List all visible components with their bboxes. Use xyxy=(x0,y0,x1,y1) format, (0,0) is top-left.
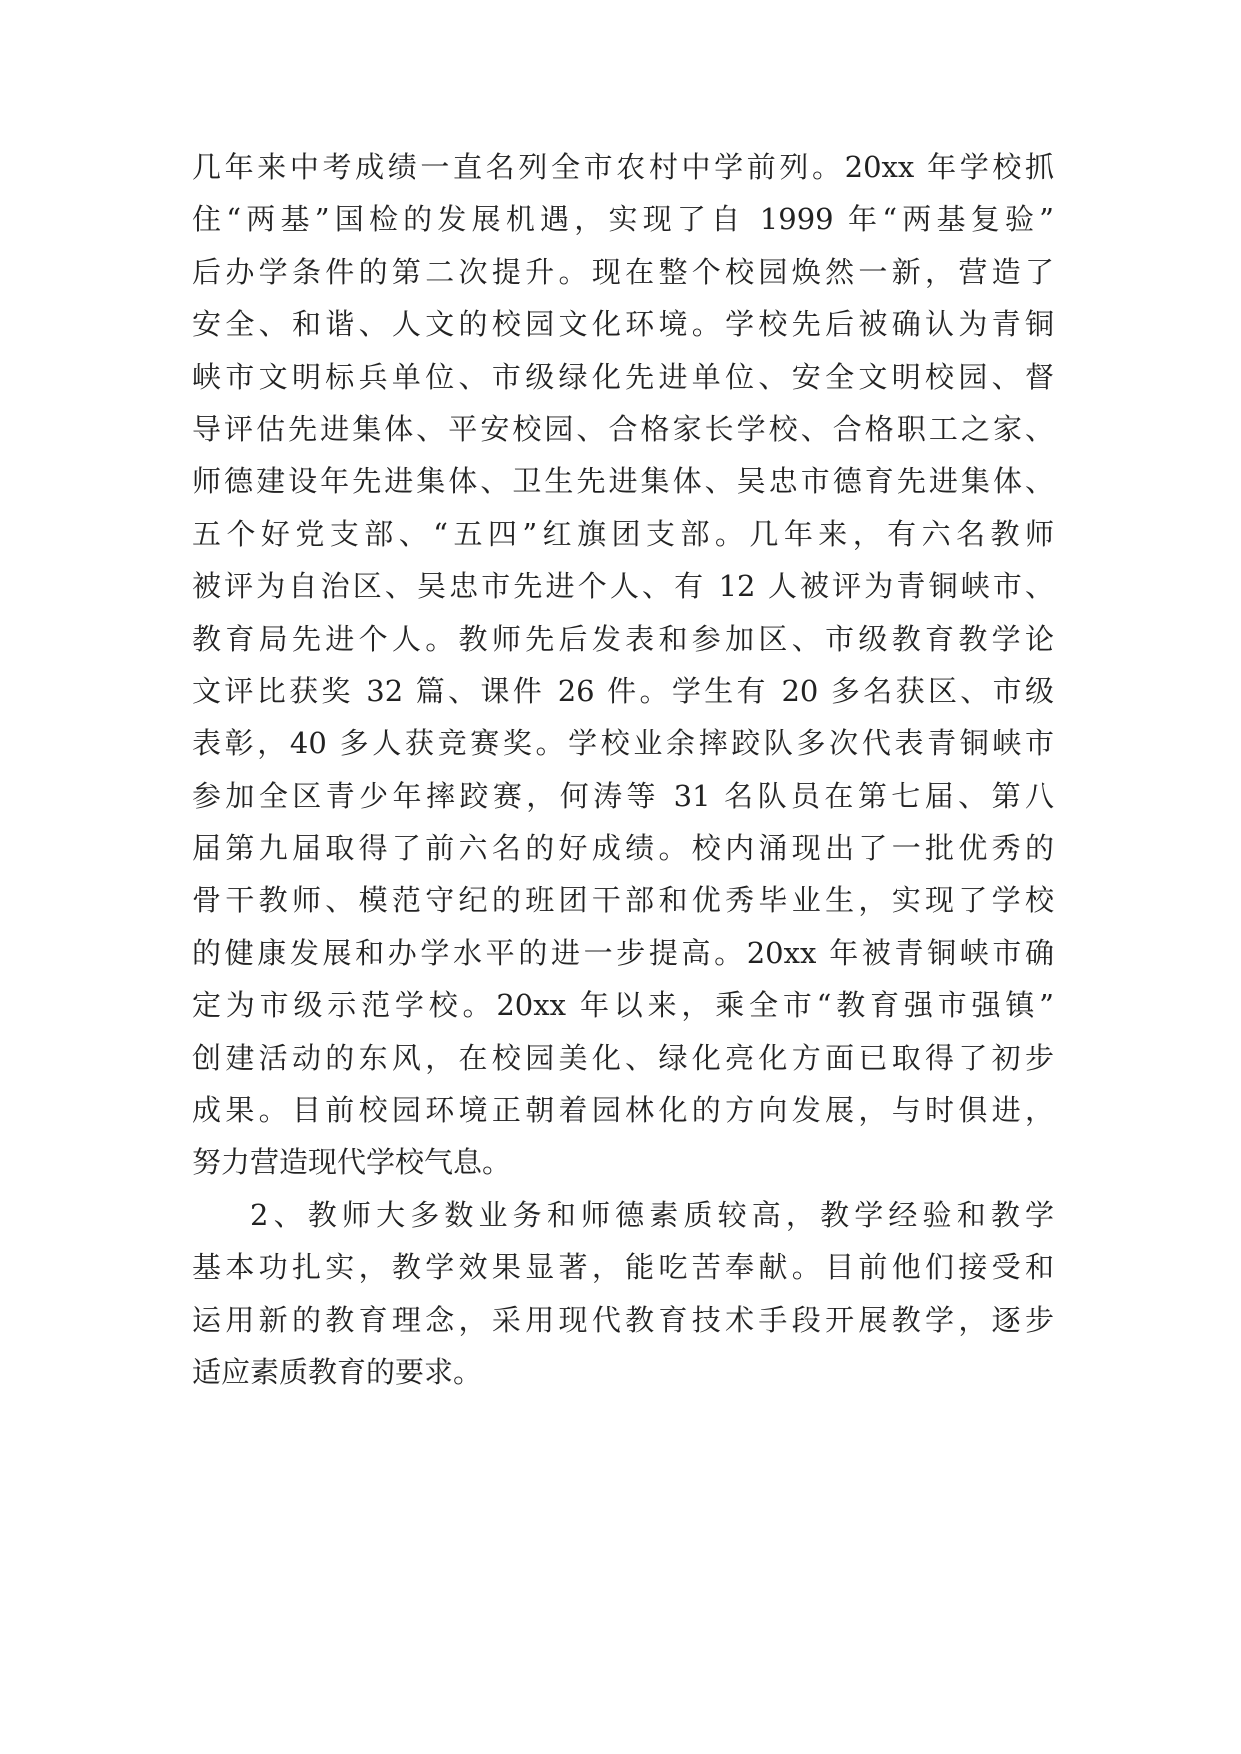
text-line: 骨干教师、模范守纪的班团干部和优秀毕业生，实现了学校 xyxy=(192,883,1054,918)
document-body xyxy=(192,141,1054,1398)
text-line: 基本功扎实，教学效果显著，能吃苦奉献。目前他们接受和 xyxy=(192,1250,1054,1285)
text-line: 届第九届取得了前六名的好成绩。校内涌现出了一批优秀的 xyxy=(192,831,1054,866)
text-line: 安全、和谐、人文的校园文化环境。学校先后被确认为青铜 xyxy=(192,307,1054,342)
text-line: 适应素质教育的要求。 xyxy=(192,1354,483,1389)
text-line: 表彰，40 多人获竞赛奖。学校业余摔跤队多次代表青铜峡市 xyxy=(192,726,1054,761)
text-line: 几年来中考成绩一直名列全市农村中学前列。20xx 年学校抓 xyxy=(192,150,1054,184)
text-line: 峡市文明标兵单位、市级绿化先进单位、安全文明校园、督 xyxy=(192,359,1054,394)
text-line: 五个好党支部、“五四”红旗团支部。几年来，有六名教师 xyxy=(192,516,1054,551)
text-line: 2、教师大多数业务和师德素质较高，教学经验和教学 xyxy=(250,1197,1054,1232)
text-line: 后办学条件的第二次提升。现在整个校园焕然一新，营造了 xyxy=(192,254,1054,289)
text-line: 的健康发展和办学水平的进一步提高。20xx 年被青铜峡市确 xyxy=(192,935,1054,970)
text-line: 参加全区青少年摔跤赛，何涛等 31 名队员在第七届、第八 xyxy=(192,778,1054,813)
text-line: 被评为自治区、吴忠市先进个人、有 12 人被评为青铜峡市、 xyxy=(192,569,1054,604)
text-line: 文评比获奖 32 篇、课件 26 件。学生有 20 多名获区、市级 xyxy=(192,673,1054,708)
paragraph-1 xyxy=(192,141,1054,1189)
text-line: 住“两基”国检的发展机遇，实现了自 1999 年“两基复验” xyxy=(192,202,1054,237)
text-line: 教育局先进个人。教师先后发表和参加区、市级教育教学论 xyxy=(192,621,1054,656)
text-line: 导评估先进集体、平安校园、合格家长学校、合格职工之家、 xyxy=(192,411,1054,446)
text-line: 运用新的教育理念，采用现代教育技术手段开展教学，逐步 xyxy=(192,1302,1054,1337)
text-line: 师德建设年先进集体、卫生先进集体、吴忠市德育先进集体、 xyxy=(192,464,1054,499)
text-line: 创建活动的东风，在校园美化、绿化亮化方面已取得了初步 xyxy=(192,1040,1054,1075)
paragraph-2 xyxy=(192,1189,1054,1399)
text-line: 成果。目前校园环境正朝着园林化的方向发展，与时俱进， xyxy=(192,1093,1054,1128)
text-line: 努力营造现代学校气息。 xyxy=(192,1145,512,1180)
text-line: 定为市级示范学校。20xx 年以来，乘全市“教育强市强镇” xyxy=(192,988,1054,1023)
